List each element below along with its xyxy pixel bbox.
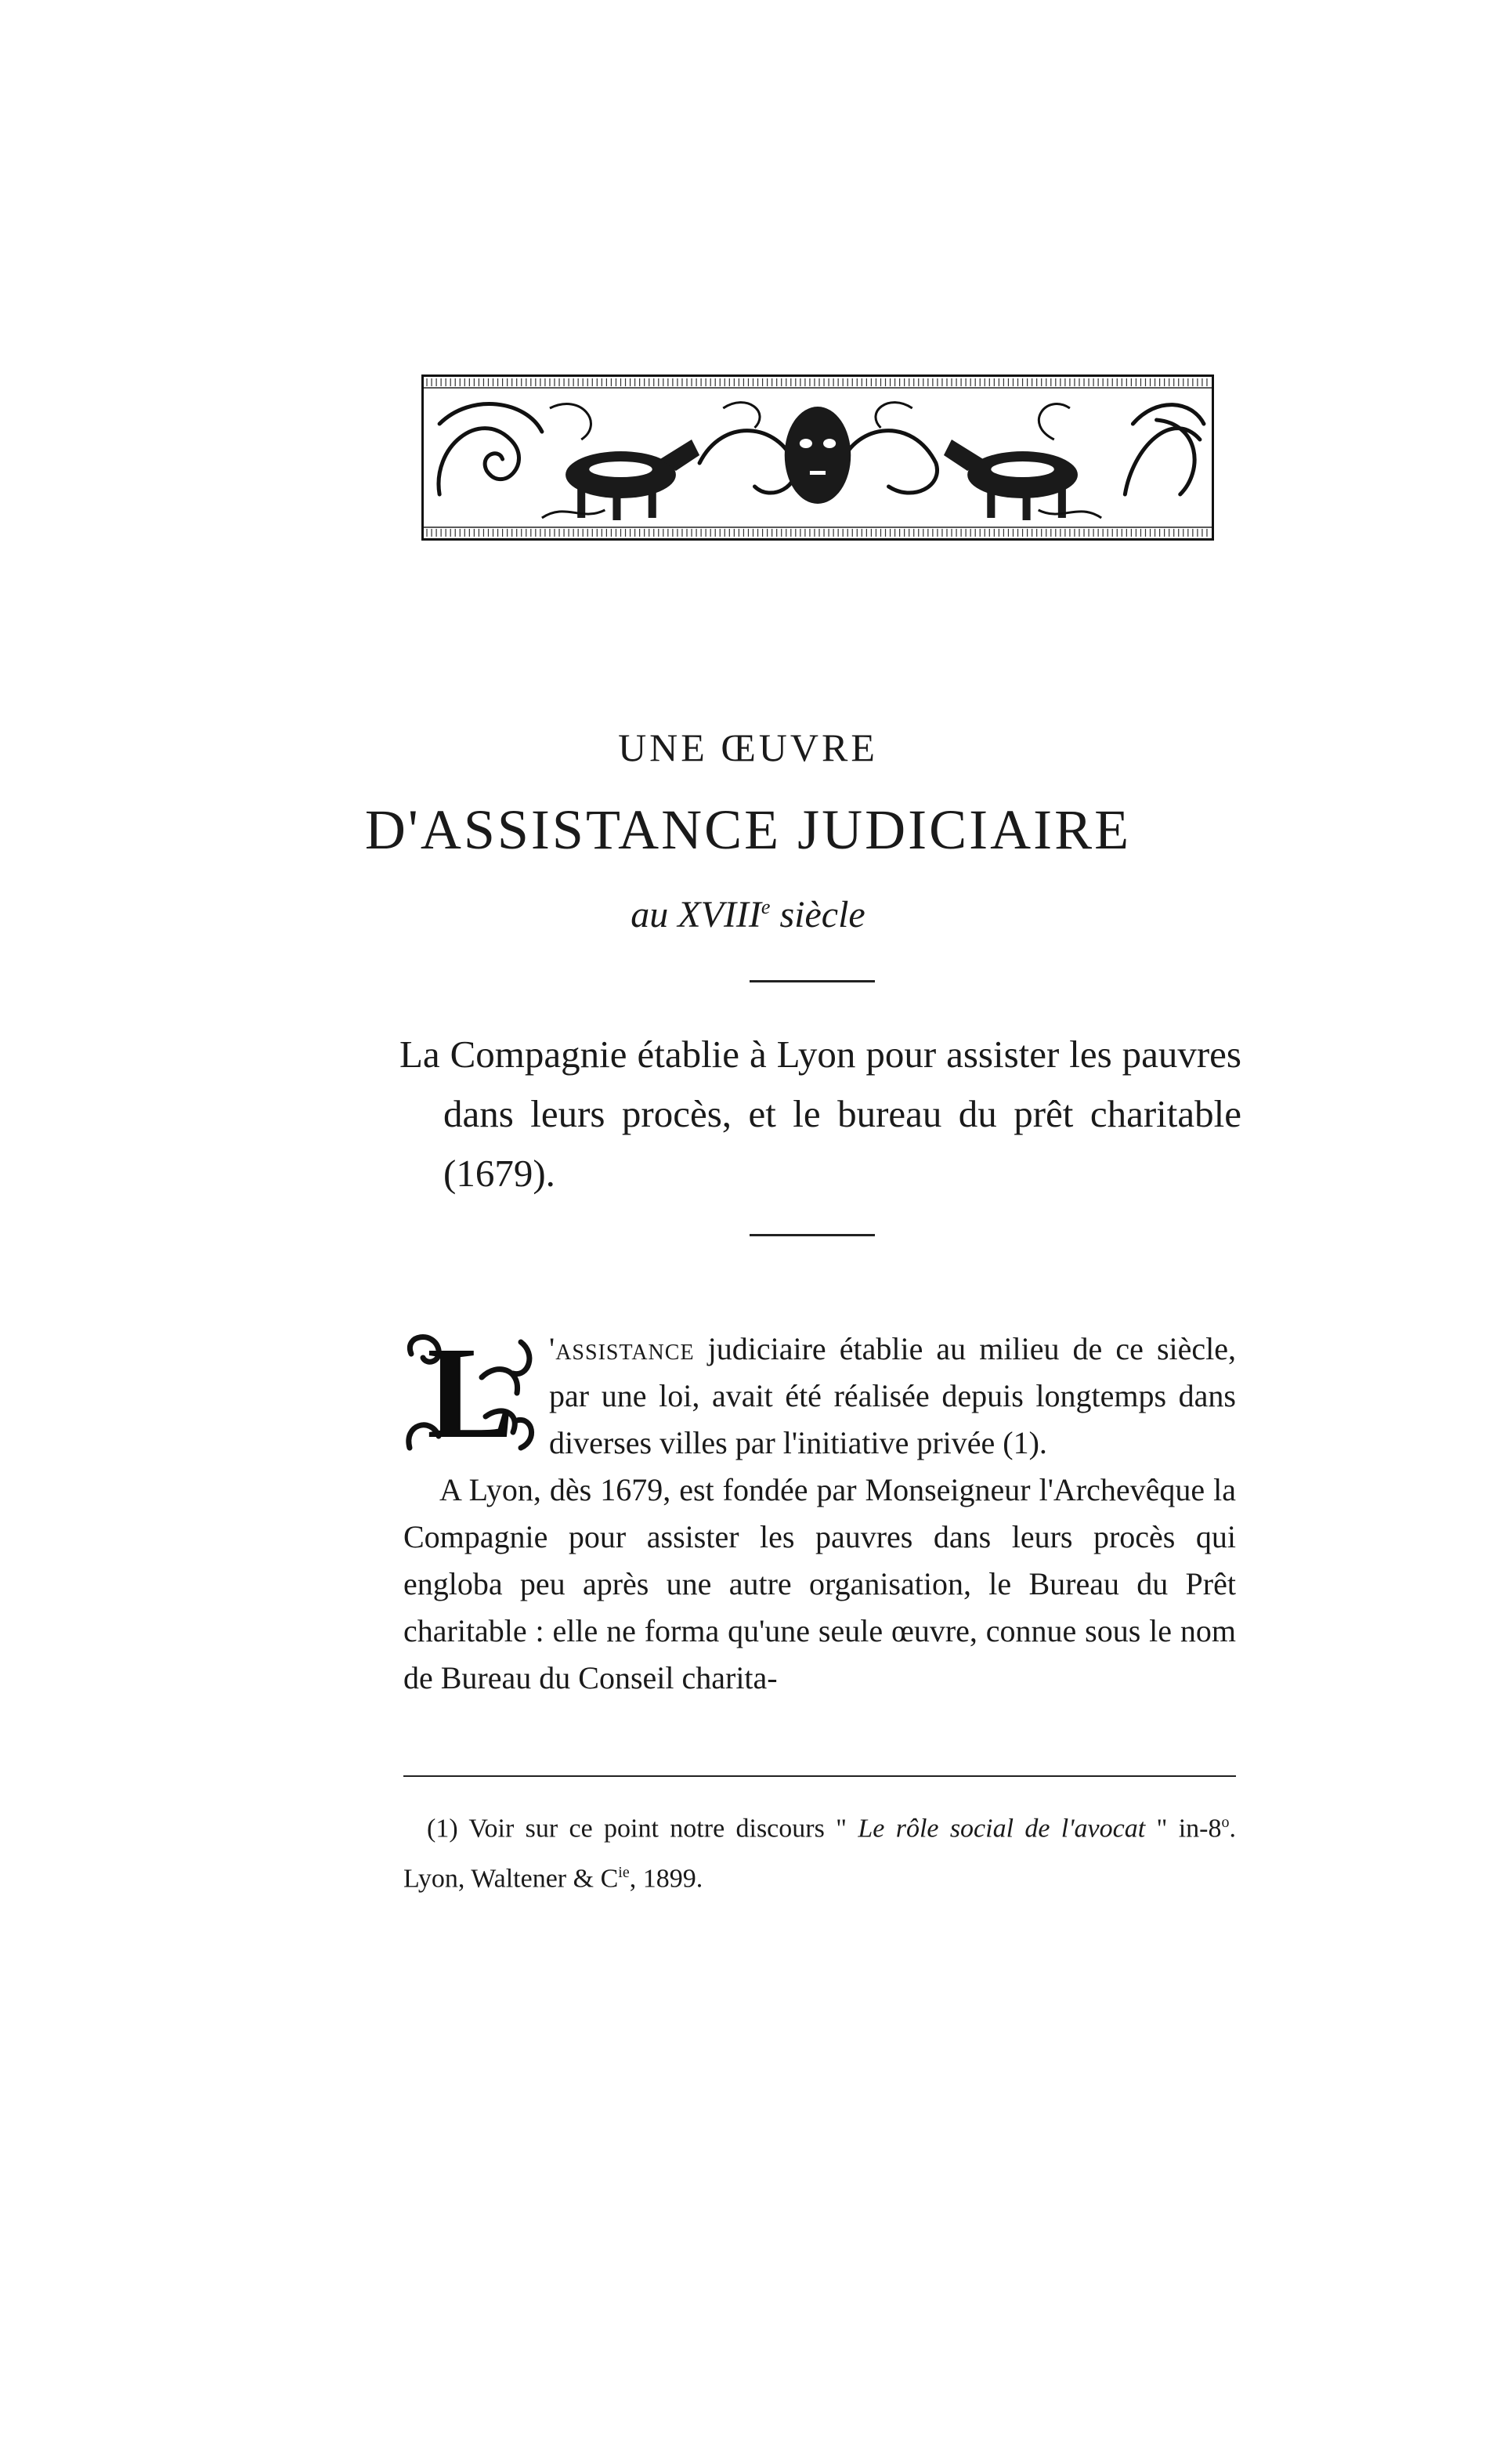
title-line-1: UNE ŒUVRE [618,725,878,769]
footnote-sup-ie: ie [618,1864,630,1882]
footnote-middle: . Lyon, Waltener & C [403,1814,1236,1894]
paragraph-2: A Lyon, dès 1679, est fondée par Monseigneur l'Archevêque la Compagnie pour assister les pauvres dans leurs procès qui engloba peu après une autre organisation, le Bureau du Prêt charitable : elle ne forma qu'une seule œuvre, connue sous le nom de Bureau du Conseil charita- [403,1472,1236,1695]
paragraph-1 [403,1320,1236,1467]
subtitle: La Compagnie établie à Lyon pour assister les pauvres dans leurs procès, et le bureau du prêt charitable (1679). [399,1033,1241,1195]
title-line-3-prefix: au XVIII [631,894,761,935]
footnote-prefix: (1) Voir sur ce point notre discours " [427,1814,858,1843]
title-rule [750,980,875,982]
footnote [403,1800,1236,1901]
decorative-frieze [421,374,1214,541]
paragraph-1-smallcaps: 'assistance [549,1331,695,1366]
body-text [403,1320,1236,1702]
frieze-ornament-icon [424,377,1212,538]
title-line-2: D'ASSISTANCE JUDICIAIRE [364,798,1132,861]
section-rule [750,1234,875,1236]
paragraph-1-text: judiciaire établie au milieu de ce siècle, par une loi, avait été réalisée depuis longtemps dans diverses villes par l'initiative privée (1). [549,1331,1236,1460]
title-line-3-suffix: siècle [770,894,865,935]
footnote-suffix: , 1899. [629,1864,703,1894]
title-line-3-superscript: e [761,896,771,918]
dropcap [403,1320,538,1466]
footnote-after-title: " in-8 [1145,1814,1222,1843]
footnote-title: Le rôle social de l'avocat [858,1814,1146,1843]
footnote-rule [403,1775,1236,1777]
footnote-sup-o: o [1221,1814,1230,1831]
dropcap-letter: L [426,1320,515,1466]
title-line-3 [0,893,1496,936]
